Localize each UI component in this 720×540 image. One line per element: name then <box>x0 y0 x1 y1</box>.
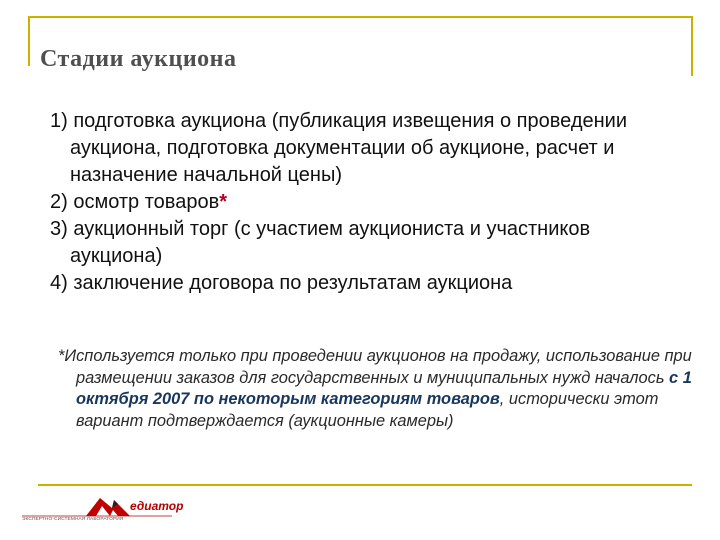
list-item <box>50 108 670 189</box>
footnote-text-end: , исторически этот вариант подтверждается (аукционные камеры) <box>76 390 659 430</box>
frame-top-line <box>28 16 692 18</box>
list-item-text: 4) заключение договора по результатам аукциона <box>50 272 513 294</box>
mediator-logo <box>22 492 184 528</box>
list-item <box>50 216 670 270</box>
logo-tagline: ЭКСПЕРТНО-СИСТЕМНАЯ ЛАБОРАТОРИЯ <box>22 517 124 522</box>
frame-right-line <box>691 16 693 76</box>
footnote <box>58 346 706 432</box>
list-item <box>50 189 670 216</box>
footnote-marker: * <box>219 191 227 213</box>
stages-list <box>50 108 670 297</box>
list-item <box>50 270 670 297</box>
list-item-text: 2) осмотр товаров <box>50 191 220 213</box>
list-item-text: 3) аукционный торг (с участием аукциониста и участников аукциона) <box>50 218 591 267</box>
slide-title: Стадии аукциона <box>40 46 237 72</box>
list-item-text: 1) подготовка аукциона (публикация извещения о проведении аукциона, подготовка документации об аукционе, расчет и назначение начальной цены) <box>50 110 628 186</box>
footnote-highlight: с 1 октября 2007 по некоторым категориям товаров <box>76 368 692 408</box>
frame-left-line <box>28 16 30 66</box>
bottom-divider <box>38 484 692 486</box>
footnote-text: *Используется только при проведении аукционов на продажу, использование при размещении заказов для государственных и муниципальных нужд началось <box>58 347 692 387</box>
logo-wordmark: едиатор <box>130 499 184 513</box>
